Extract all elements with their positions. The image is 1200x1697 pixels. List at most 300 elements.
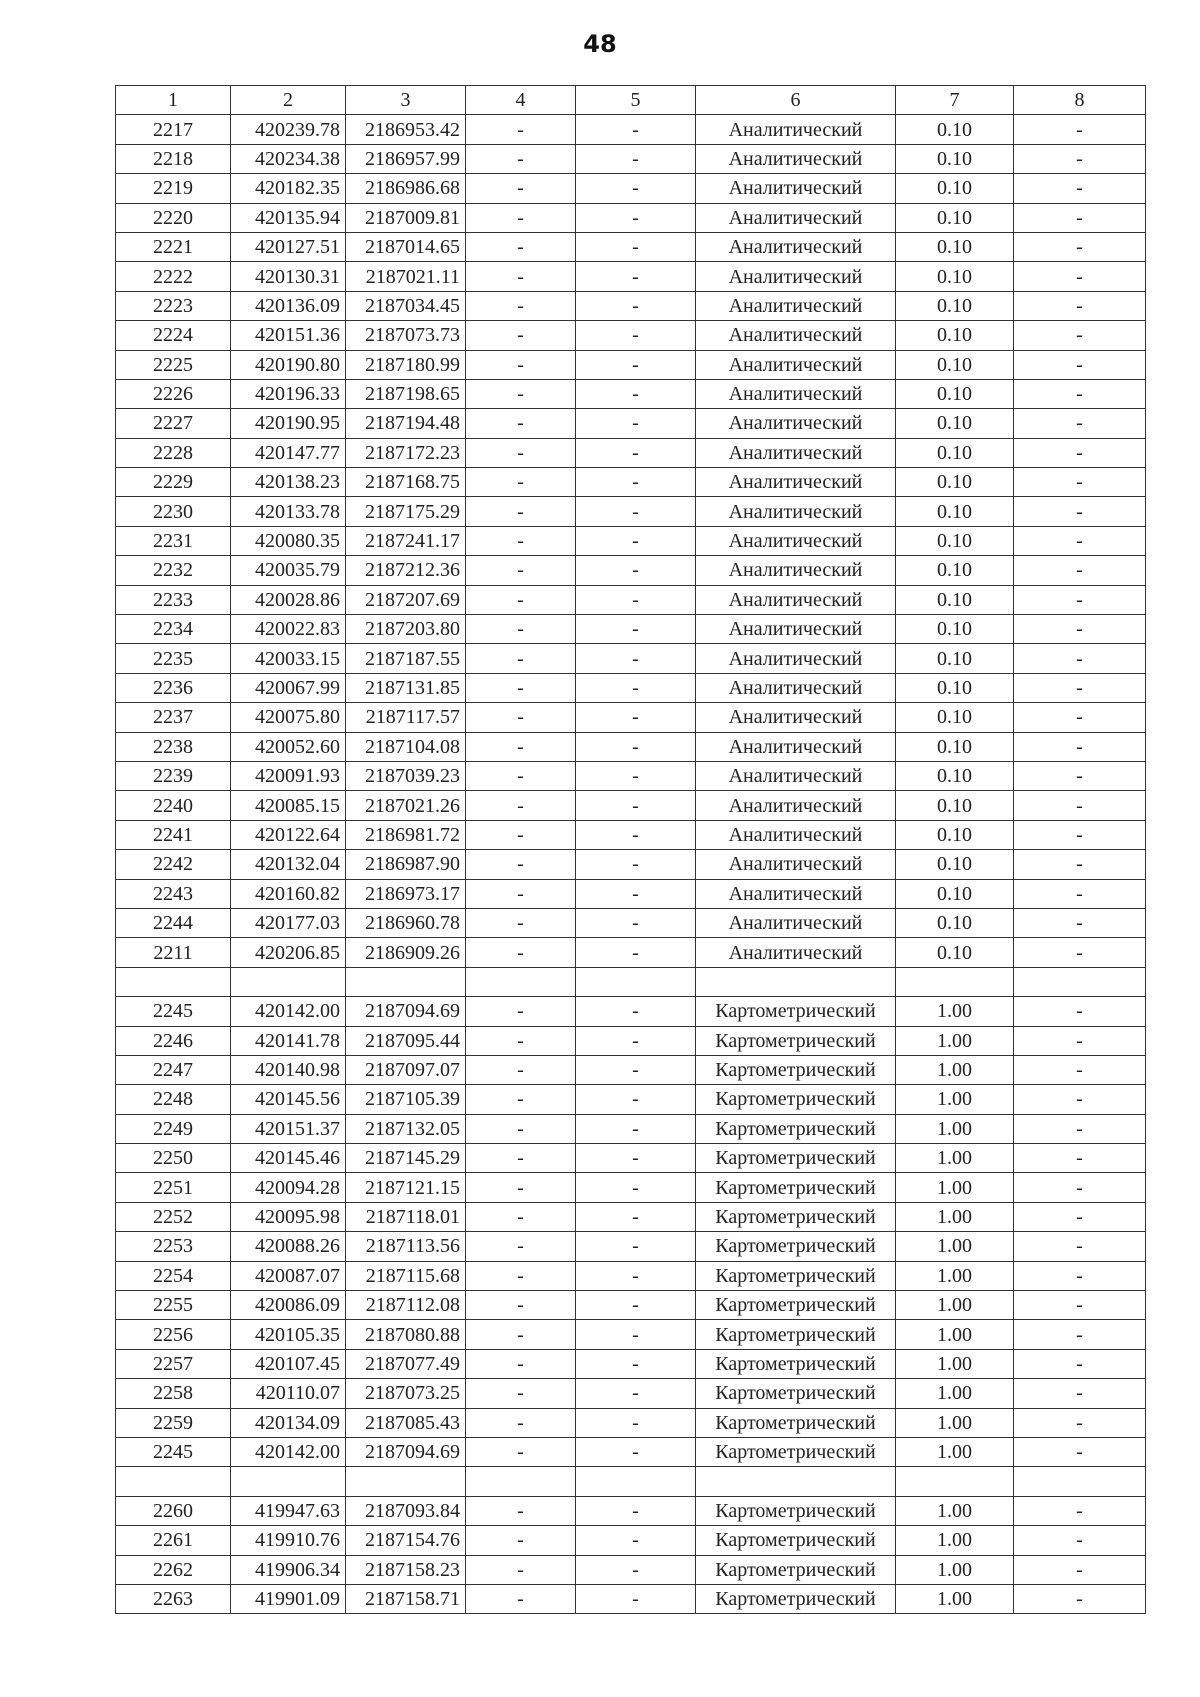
table-row [116, 1202, 1146, 1231]
table-cell: - [1014, 1144, 1146, 1173]
table-cell: 1.00 [896, 1144, 1014, 1173]
table-cell: - [576, 732, 696, 761]
table-cell: 2187168.75 [346, 468, 466, 497]
table-cell: - [466, 1437, 576, 1466]
table-cell: 2233 [116, 585, 231, 614]
table-cell: 420052.60 [231, 732, 346, 761]
table-cell: 2187039.23 [346, 761, 466, 790]
table-cell [896, 967, 1014, 996]
table-cell: 420145.56 [231, 1085, 346, 1114]
table-cell: 1.00 [896, 1085, 1014, 1114]
table-cell: Картометрический [696, 1320, 896, 1349]
table-cell: - [1014, 1349, 1146, 1378]
table-cell: 2247 [116, 1055, 231, 1084]
table-cell: 0.10 [896, 850, 1014, 879]
table-cell: 2187241.17 [346, 526, 466, 555]
table-cell: - [466, 1320, 576, 1349]
table-cell: 2218 [116, 144, 231, 173]
table-cell: Аналитический [696, 203, 896, 232]
table-cell: 2254 [116, 1261, 231, 1290]
table-cell: 420147.77 [231, 438, 346, 467]
table-cell: - [466, 673, 576, 702]
table-cell: Аналитический [696, 644, 896, 673]
table-cell: - [576, 997, 696, 1026]
table-row [116, 1055, 1146, 1084]
table-cell: - [576, 409, 696, 438]
table-cell: - [1014, 409, 1146, 438]
table-cell: - [466, 409, 576, 438]
table-cell: 0.10 [896, 115, 1014, 144]
table-row [116, 1085, 1146, 1114]
table-cell: Картометрический [696, 1349, 896, 1378]
table-cell: 420206.85 [231, 938, 346, 967]
table-cell: 420105.35 [231, 1320, 346, 1349]
table-cell: Аналитический [696, 938, 896, 967]
table-cell: 2187194.48 [346, 409, 466, 438]
table-cell: 2187112.08 [346, 1291, 466, 1320]
table-cell: - [1014, 1261, 1146, 1290]
table-cell: - [576, 908, 696, 937]
table-cell: 420095.98 [231, 1202, 346, 1231]
table-cell: Аналитический [696, 262, 896, 291]
table-cell: 420160.82 [231, 879, 346, 908]
table-row [116, 556, 1146, 585]
table-cell: 2187132.05 [346, 1114, 466, 1143]
table-cell: - [1014, 497, 1146, 526]
table-cell: 2187094.69 [346, 997, 466, 1026]
table-cell: - [1014, 556, 1146, 585]
table-cell [896, 1467, 1014, 1496]
table-cell: 2248 [116, 1085, 231, 1114]
table-row [116, 262, 1146, 291]
table-cell: - [576, 1584, 696, 1613]
table-cell: 2187073.73 [346, 321, 466, 350]
table-cell: - [466, 438, 576, 467]
table-cell: - [466, 703, 576, 732]
table-cell: Аналитический [696, 144, 896, 173]
table-cell: - [1014, 850, 1146, 879]
table-cell: Аналитический [696, 526, 896, 555]
table-row [116, 820, 1146, 849]
table-cell: - [576, 585, 696, 614]
table-cell: 0.10 [896, 703, 1014, 732]
table-cell: 2228 [116, 438, 231, 467]
table-cell: 420151.37 [231, 1114, 346, 1143]
table-cell: 2187158.71 [346, 1584, 466, 1613]
table-cell: - [576, 1055, 696, 1084]
table-cell: - [466, 556, 576, 585]
table-row [116, 1114, 1146, 1143]
table-cell: - [466, 732, 576, 761]
table-cell: - [1014, 1526, 1146, 1555]
table-row [116, 438, 1146, 467]
table-cell: 0.10 [896, 585, 1014, 614]
table-cell: 2224 [116, 321, 231, 350]
table-row [116, 615, 1146, 644]
table-cell: - [576, 379, 696, 408]
table-cell: 2256 [116, 1320, 231, 1349]
table-cell: 2187077.49 [346, 1349, 466, 1378]
table-cell: - [466, 350, 576, 379]
table-cell: 1.00 [896, 1291, 1014, 1320]
table-cell: 2242 [116, 850, 231, 879]
table-cell: - [576, 438, 696, 467]
table-cell: 2187207.69 [346, 585, 466, 614]
table-cell: - [1014, 879, 1146, 908]
table-cell: - [1014, 938, 1146, 967]
table-cell: - [466, 997, 576, 1026]
table-cell: Аналитический [696, 438, 896, 467]
table-cell: 1.00 [896, 1555, 1014, 1584]
table-cell: Картометрический [696, 1496, 896, 1525]
table-row [116, 526, 1146, 555]
table-cell: - [466, 1526, 576, 1555]
table-cell: - [466, 291, 576, 320]
table-cell: 2223 [116, 291, 231, 320]
table-cell: - [466, 115, 576, 144]
table-cell: - [466, 1584, 576, 1613]
column-header: 5 [576, 86, 696, 115]
table-cell: Картометрический [696, 1232, 896, 1261]
table-cell: 2261 [116, 1526, 231, 1555]
table-cell [576, 1467, 696, 1496]
table-row [116, 1408, 1146, 1437]
table-cell: - [1014, 1291, 1146, 1320]
table-cell: - [1014, 1496, 1146, 1525]
table-cell: Аналитический [696, 291, 896, 320]
table-cell: 0.10 [896, 321, 1014, 350]
table-cell: - [466, 526, 576, 555]
table-cell: - [466, 1349, 576, 1378]
table-cell: Аналитический [696, 673, 896, 702]
table-cell: 2252 [116, 1202, 231, 1231]
table-cell: Аналитический [696, 321, 896, 350]
table-cell: 0.10 [896, 203, 1014, 232]
table-row [116, 1526, 1146, 1555]
table-cell: 0.10 [896, 732, 1014, 761]
table-cell: 2187203.80 [346, 615, 466, 644]
table-cell: 420094.28 [231, 1173, 346, 1202]
table-cell [1014, 967, 1146, 996]
table-cell: Аналитический [696, 115, 896, 144]
table-cell: - [576, 1202, 696, 1231]
table-cell: - [1014, 1026, 1146, 1055]
table-cell: - [576, 350, 696, 379]
table-cell: - [466, 321, 576, 350]
table-cell: 1.00 [896, 997, 1014, 1026]
table-cell: Аналитический [696, 879, 896, 908]
table-cell: - [576, 556, 696, 585]
table-cell [231, 1467, 346, 1496]
table-cell: - [576, 1408, 696, 1437]
table-row [116, 174, 1146, 203]
table-cell: 419947.63 [231, 1496, 346, 1525]
table-cell: - [1014, 820, 1146, 849]
table-cell: 420142.00 [231, 997, 346, 1026]
table-cell: - [1014, 1437, 1146, 1466]
table-cell: Картометрический [696, 1291, 896, 1320]
table-row [116, 468, 1146, 497]
table-cell: - [576, 1526, 696, 1555]
table-cell: 420145.46 [231, 1144, 346, 1173]
table-row [116, 1261, 1146, 1290]
table-cell: Картометрический [696, 1055, 896, 1084]
table-cell: 2187180.99 [346, 350, 466, 379]
table-cell: 2186987.90 [346, 850, 466, 879]
table-cell: Аналитический [696, 379, 896, 408]
table-cell: - [1014, 791, 1146, 820]
table-cell: 420127.51 [231, 232, 346, 261]
table-cell: 420138.23 [231, 468, 346, 497]
table-row [116, 321, 1146, 350]
table-cell: 2187105.39 [346, 1085, 466, 1114]
table-cell: - [576, 321, 696, 350]
table-cell: - [1014, 732, 1146, 761]
table-cell: - [576, 174, 696, 203]
table-cell: - [1014, 673, 1146, 702]
table-cell: 420142.00 [231, 1437, 346, 1466]
table-cell: - [466, 232, 576, 261]
table-cell: Картометрический [696, 1026, 896, 1055]
table-cell: 2225 [116, 350, 231, 379]
column-header: 4 [466, 86, 576, 115]
table-cell: - [576, 938, 696, 967]
table-cell: 1.00 [896, 1526, 1014, 1555]
table-cell: - [1014, 1320, 1146, 1349]
table-cell: 0.10 [896, 262, 1014, 291]
table-cell: Картометрический [696, 1437, 896, 1466]
table-cell: - [576, 526, 696, 555]
table-cell: Картометрический [696, 1202, 896, 1231]
table-cell: Аналитический [696, 791, 896, 820]
table-cell: 1.00 [896, 1320, 1014, 1349]
table-cell: 0.10 [896, 526, 1014, 555]
table-cell: Картометрический [696, 997, 896, 1026]
table-cell: - [1014, 262, 1146, 291]
table-cell: 2187172.23 [346, 438, 466, 467]
table-row [116, 1144, 1146, 1173]
table-cell [116, 1467, 231, 1496]
table-cell: 1.00 [896, 1114, 1014, 1143]
table-cell: 420190.80 [231, 350, 346, 379]
table-cell: - [576, 850, 696, 879]
table-cell: - [466, 938, 576, 967]
table-row [116, 1026, 1146, 1055]
table-cell: Картометрический [696, 1584, 896, 1613]
table-cell: 420190.95 [231, 409, 346, 438]
table-cell: - [576, 291, 696, 320]
table-cell: - [466, 174, 576, 203]
table-row [116, 1437, 1146, 1466]
table-cell: 2257 [116, 1349, 231, 1378]
table-cell: - [466, 585, 576, 614]
table-row [116, 732, 1146, 761]
table-cell: - [576, 497, 696, 526]
table-cell: 420080.35 [231, 526, 346, 555]
table-cell: - [466, 468, 576, 497]
table-cell: - [1014, 291, 1146, 320]
column-header: 7 [896, 86, 1014, 115]
table-cell: - [466, 1232, 576, 1261]
table-cell: 0.10 [896, 438, 1014, 467]
table-cell: 420110.07 [231, 1379, 346, 1408]
table-cell: - [576, 1437, 696, 1466]
table-cell: 2246 [116, 1026, 231, 1055]
table-cell: 1.00 [896, 1349, 1014, 1378]
table-cell: - [1014, 350, 1146, 379]
table-cell [346, 1467, 466, 1496]
table-spacer-row [116, 1467, 1146, 1496]
table-cell: Картометрический [696, 1379, 896, 1408]
table-cell: 420088.26 [231, 1232, 346, 1261]
table-cell: Картометрический [696, 1144, 896, 1173]
table-cell [466, 1467, 576, 1496]
table-cell: 2186957.99 [346, 144, 466, 173]
table-cell: - [576, 1261, 696, 1290]
table-cell: - [466, 761, 576, 790]
table-cell: 420035.79 [231, 556, 346, 585]
table-cell: - [576, 1555, 696, 1584]
table-header-row [116, 86, 1146, 115]
table-cell: - [576, 262, 696, 291]
table-cell: - [466, 1055, 576, 1084]
table-cell: 420133.78 [231, 497, 346, 526]
table-cell: - [466, 1085, 576, 1114]
table-cell: - [576, 1144, 696, 1173]
table-cell: - [1014, 526, 1146, 555]
table-cell: - [1014, 585, 1146, 614]
table-cell: Аналитический [696, 615, 896, 644]
table-cell: - [576, 1379, 696, 1408]
table-cell: Аналитический [696, 585, 896, 614]
table-cell: 1.00 [896, 1496, 1014, 1525]
table-cell: 2187113.56 [346, 1232, 466, 1261]
table-row [116, 908, 1146, 937]
table-cell: - [1014, 203, 1146, 232]
table-cell: - [576, 1349, 696, 1378]
table-cell: 1.00 [896, 1055, 1014, 1084]
table-cell: 0.10 [896, 644, 1014, 673]
table-cell: Картометрический [696, 1408, 896, 1437]
table-cell: 2187131.85 [346, 673, 466, 702]
table-cell: 2235 [116, 644, 231, 673]
table-cell: - [576, 791, 696, 820]
table-cell: 2187094.69 [346, 1437, 466, 1466]
table-cell: - [466, 144, 576, 173]
table-cell: 2186973.17 [346, 879, 466, 908]
table-cell: - [576, 1232, 696, 1261]
table-cell: 2187175.29 [346, 497, 466, 526]
table-cell: 420134.09 [231, 1408, 346, 1437]
table-cell: 2219 [116, 174, 231, 203]
table-cell: Аналитический [696, 174, 896, 203]
table-cell: 2187121.15 [346, 1173, 466, 1202]
table-cell [466, 967, 576, 996]
table-row [116, 850, 1146, 879]
table-cell: - [576, 703, 696, 732]
table-cell: - [1014, 908, 1146, 937]
table-cell: 2187093.84 [346, 1496, 466, 1525]
table-cell: Картометрический [696, 1526, 896, 1555]
table-cell: 419901.09 [231, 1584, 346, 1613]
table-cell: 2226 [116, 379, 231, 408]
table-cell: 2187115.68 [346, 1261, 466, 1290]
table-cell: - [1014, 144, 1146, 173]
table-row [116, 1555, 1146, 1584]
table-cell: - [1014, 1085, 1146, 1114]
table-cell: - [466, 879, 576, 908]
table-cell: - [1014, 644, 1146, 673]
table-row [116, 644, 1146, 673]
table-cell: 0.10 [896, 615, 1014, 644]
table-cell: 420086.09 [231, 1291, 346, 1320]
table-cell: 2187009.81 [346, 203, 466, 232]
table-cell: 2253 [116, 1232, 231, 1261]
table-cell: 2220 [116, 203, 231, 232]
table-cell: Аналитический [696, 409, 896, 438]
table-row [116, 761, 1146, 790]
table-cell: - [576, 820, 696, 849]
page-number: 48 [583, 30, 617, 58]
table-row [116, 291, 1146, 320]
table-cell: - [466, 203, 576, 232]
table-row [116, 497, 1146, 526]
column-header: 2 [231, 86, 346, 115]
column-header: 6 [696, 86, 896, 115]
table-cell: 0.10 [896, 791, 1014, 820]
table-cell: 0.10 [896, 232, 1014, 261]
table-cell: 2249 [116, 1114, 231, 1143]
table-cell: Аналитический [696, 820, 896, 849]
table-cell: - [1014, 761, 1146, 790]
table-cell: 420075.80 [231, 703, 346, 732]
table-cell: - [466, 1144, 576, 1173]
table-cell: 2187021.26 [346, 791, 466, 820]
table-cell: 2187073.25 [346, 1379, 466, 1408]
table-cell: 2238 [116, 732, 231, 761]
table-row [116, 409, 1146, 438]
table-cell: Картометрический [696, 1261, 896, 1290]
table-cell: - [466, 497, 576, 526]
table-cell: - [1014, 115, 1146, 144]
table-cell: 2259 [116, 1408, 231, 1437]
table-cell [1014, 1467, 1146, 1496]
table-cell: 2239 [116, 761, 231, 790]
table-cell: 1.00 [896, 1437, 1014, 1466]
table-cell: 0.10 [896, 144, 1014, 173]
table-row [116, 673, 1146, 702]
table-cell: 420140.98 [231, 1055, 346, 1084]
table-cell [116, 967, 231, 996]
table-cell: 2255 [116, 1291, 231, 1320]
table-cell: - [1014, 1055, 1146, 1084]
table-row [116, 1291, 1146, 1320]
table-cell: 420182.35 [231, 174, 346, 203]
table-cell: - [576, 1085, 696, 1114]
table-cell [696, 967, 896, 996]
table-cell: - [576, 1320, 696, 1349]
table-cell: 2187198.65 [346, 379, 466, 408]
table-cell: - [576, 144, 696, 173]
table-cell: - [576, 232, 696, 261]
table-body [116, 115, 1146, 1614]
table-cell: - [576, 468, 696, 497]
table-cell: 1.00 [896, 1173, 1014, 1202]
table-cell: 2187021.11 [346, 262, 466, 291]
table-cell: 420107.45 [231, 1349, 346, 1378]
table-cell: - [1014, 1408, 1146, 1437]
table-cell: - [466, 791, 576, 820]
